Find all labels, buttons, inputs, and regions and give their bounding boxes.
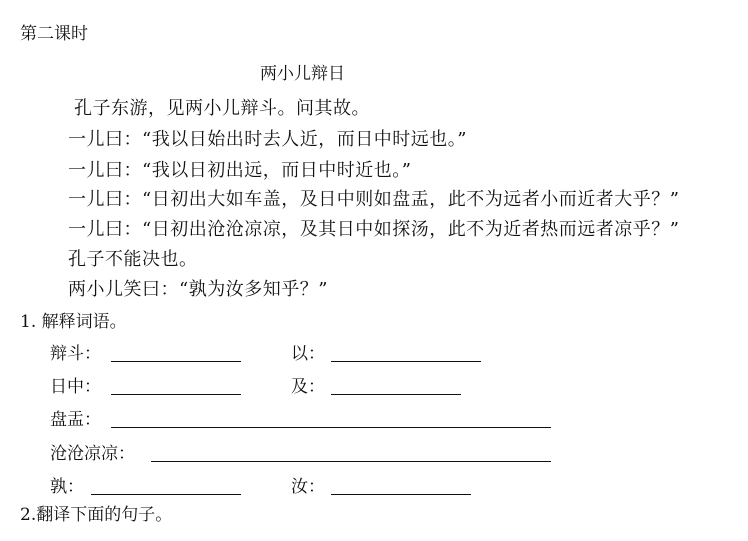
lesson-label: 第二课时 [20,24,88,44]
passage-line-3: 一儿曰：“我以日初出远，而日中时近也。” [68,160,412,181]
term-panyu: 盘盂： [50,410,101,430]
answer-line-yi[interactable] [331,361,481,362]
question-1-label: 1. 解释词语。 [20,312,127,332]
term-biandou: 辩斗： [50,344,101,364]
passage-line-5: 一儿曰：“日初出沧沧凉凉，及其日中如探汤，此不为近者热而远者凉乎？” [68,219,680,240]
answer-line-shu[interactable] [91,494,241,495]
passage-title: 两小儿辩日 [260,64,345,84]
passage-line-2: 一儿曰：“我以日始出时去人近，而日中时远也。” [68,129,467,150]
answer-line-biandou[interactable] [111,361,241,362]
answer-line-ji[interactable] [331,394,461,395]
term-yi: 以： [291,344,325,364]
passage-line-4: 一儿曰：“日初出大如车盖，及日中则如盘盂，此不为远者小而近者大乎？” [68,189,680,210]
passage-line-6: 孔子不能决也。 [68,249,198,270]
term-ji: 及： [291,377,325,397]
answer-line-rizhong[interactable] [111,394,241,395]
answer-line-ru[interactable] [331,494,471,495]
answer-line-panyu[interactable] [111,427,551,428]
term-ru: 汝： [291,477,325,497]
term-canglang: 沧沧凉凉： [50,444,135,464]
passage-line-7: 两小儿笑曰：“孰为汝多知乎？” [68,279,328,300]
term-rizhong: 日中： [50,377,101,397]
term-shu: 孰： [50,477,84,497]
answer-line-canglang[interactable] [151,461,551,462]
passage-line-1: 孔子东游，见两小儿辩斗。问其故。 [74,98,370,119]
question-2-label: 2.翻译下面的句子。 [20,505,173,525]
